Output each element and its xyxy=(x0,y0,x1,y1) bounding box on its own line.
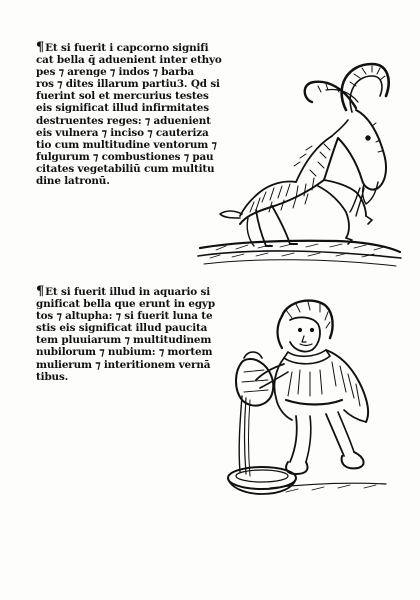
water-bearer-woodcut-illustration xyxy=(226,292,396,508)
text-line: destruentes reges: ⁊ aduenient xyxy=(36,114,211,127)
text-line: gnificat bella que erunt in egyp xyxy=(36,298,215,311)
text-line: eis vulnera ⁊ inciso ⁊ cauteriza xyxy=(36,126,209,139)
paragraph-mark-icon: ¶ xyxy=(36,284,45,299)
text-line: tibus. xyxy=(36,370,69,383)
text-line: ¶Et si fuerit illud in aquario si xyxy=(36,284,210,299)
paragraph-mark-icon: ¶ xyxy=(36,40,45,55)
text-line: cat bella q̄ aduenient inter ethyo xyxy=(36,54,222,67)
text-line: tos ⁊ altupha: ⁊ si fuerit luna te xyxy=(36,310,213,323)
text-line: nubilorum ⁊ nubium: ⁊ mortem xyxy=(36,346,213,359)
aquarius-passage xyxy=(36,286,236,383)
text-line: fulgurum ⁊ combustiones ⁊ pau xyxy=(36,150,214,163)
text-line: eis significat illud infirmitates xyxy=(36,102,209,115)
text-line: tio cum multitudine ventorum ⁊ xyxy=(36,138,217,151)
text-line: fuerint sol et mercurius testes xyxy=(36,90,209,103)
text-line: pes ⁊ arenge ⁊ indos ⁊ barba xyxy=(36,66,194,79)
text-line: stis eis significat illud paucita xyxy=(36,322,208,335)
text-line: mulierum ⁊ interitionem vernā xyxy=(36,358,211,371)
text-line: ¶Et si fuerit i capcorno signifi xyxy=(36,40,209,55)
goat-woodcut-illustration xyxy=(196,42,402,282)
text-line: citates vegetabiliū cum multitu xyxy=(36,162,215,175)
text-line: ros ⁊ dites illarum partiu3. Qd si xyxy=(36,78,220,91)
text-line: tem pluuiarum ⁊ multitudinem xyxy=(36,334,212,347)
text-line: dine latronū. xyxy=(36,175,110,188)
